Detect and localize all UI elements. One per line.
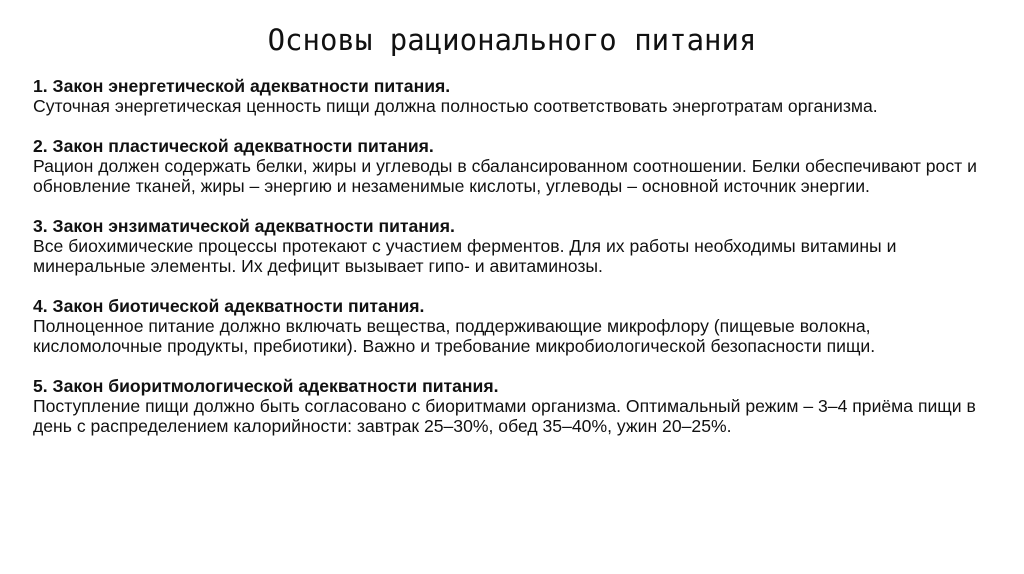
law-heading: 2. Закон пластической адекватности питания.: [33, 136, 434, 156]
law-item-1: [33, 76, 993, 116]
law-item-5: [33, 376, 993, 436]
law-item-2: [33, 136, 993, 196]
law-heading: 4. Закон биотической адекватности питания.: [33, 296, 425, 316]
law-text: Полноценное питание должно включать вещества, поддерживающие микрофлору (пищевые волокна, кисломолочные продукты, пребиотики). Важно и требование микробиологической безопасности пищи.: [33, 316, 876, 356]
law-heading: 5. Закон биоритмологической адекватности питания.: [33, 376, 499, 396]
law-text: Все биохимические процессы протекают с участием ферментов. Для их работы необходимы витамины и минеральные элементы. Их дефицит вызывает гипо- и авитаминозы.: [33, 236, 897, 276]
law-text: Рацион должен содержать белки, жиры и углеводы в сбалансированном соотношении. Белки обеспечивают рост и обновление тканей, жиры – энергию и незаменимые кислоты, углеводы – основной источник энергии.: [33, 156, 977, 196]
law-text: Суточная энергетическая ценность пищи должна полностью соответствовать энерготратам организма.: [33, 96, 878, 116]
law-item-4: [33, 296, 993, 356]
law-heading: 3. Закон энзиматической адекватности питания.: [33, 216, 455, 236]
law-item-3: [33, 216, 993, 276]
slide-title: Основы рационального питания: [267, 23, 757, 57]
law-text: Поступление пищи должно быть согласовано с биоритмами организма. Оптимальный режим – 3–4 приёма пищи в день с распределением калорийности: завтрак 25–30%, обед 35–40%, ужин 20–25%.: [33, 396, 976, 436]
slide-content: [33, 76, 993, 456]
law-heading: 1. Закон энергетической адекватности питания.: [33, 76, 451, 96]
